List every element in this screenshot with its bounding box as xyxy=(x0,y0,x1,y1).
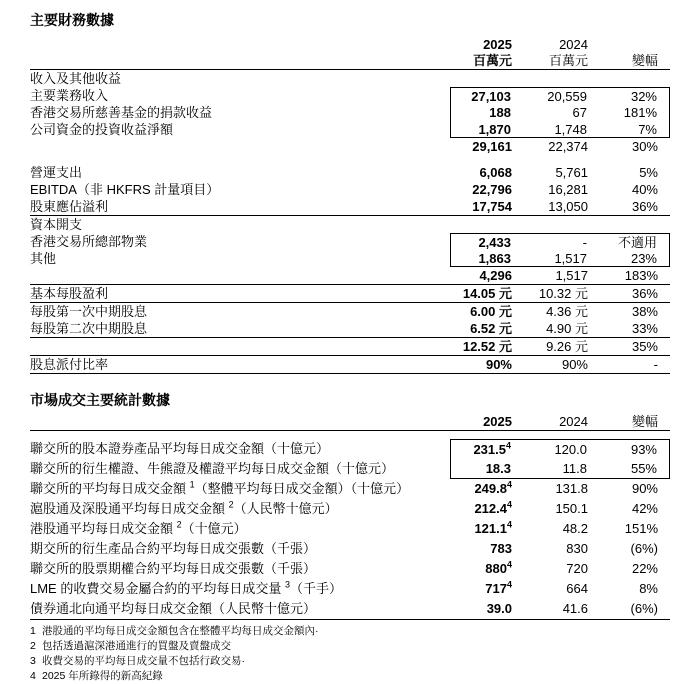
row-label: 滬股通及深股通平均每日成交金額 $^2$（人民幣十億元） xyxy=(30,499,338,516)
unit-2025-label: 百萬元 xyxy=(472,53,512,68)
section-row xyxy=(30,70,670,87)
row-label: 主要業務收入 xyxy=(30,88,109,103)
row-label: 期交所的衍生產品合約平均每日成交張數（千張） xyxy=(30,541,317,556)
row-label: 香港交易所慈善基金的捐款收益 xyxy=(30,105,213,120)
financial-table-body xyxy=(30,70,670,374)
value-2025: 18.3 xyxy=(485,461,511,476)
data-row xyxy=(30,459,670,479)
value-2025: $717^4$ xyxy=(485,579,512,596)
value-2025: 6.00 元 xyxy=(470,304,512,319)
footnote-number: 2 xyxy=(30,640,36,652)
row-values xyxy=(452,519,670,539)
value-2024: 120.0 xyxy=(554,442,587,457)
data-row xyxy=(30,539,670,559)
footnote xyxy=(30,624,670,639)
table-gap xyxy=(30,431,670,439)
row-values xyxy=(452,499,670,519)
value-change: 不適用 xyxy=(617,235,657,250)
year-2024-label: 2024 xyxy=(559,37,588,52)
header-value-columns xyxy=(452,35,670,69)
row-label: 公司資金的投資收益淨額 xyxy=(30,122,174,137)
column-header-2024 xyxy=(516,35,592,69)
row-label: 香港交易所總部物業 xyxy=(30,234,148,249)
value-2025: 6.52 元 xyxy=(470,321,512,336)
data-row xyxy=(30,121,670,138)
value-change: 181% xyxy=(623,105,657,120)
value-2024: 150.1 xyxy=(555,501,588,516)
row-label: 債券通北向通平均每日成交金額（人民幣十億元） xyxy=(30,601,317,616)
row-label: 聯交所的衍生權證、牛熊證及權證平均每日成交金額（十億元） xyxy=(30,461,395,476)
row-values xyxy=(450,459,670,479)
footnote-number: 1 xyxy=(30,625,36,637)
footnote-marker: 4 xyxy=(506,519,512,530)
data-row xyxy=(30,519,670,539)
value-2024: 20,559 xyxy=(547,89,587,104)
data-row xyxy=(30,320,670,338)
value-change: 23% xyxy=(630,251,657,266)
row-values xyxy=(452,539,670,559)
footnote-text: 2025 年所錄得的新高紀錄 xyxy=(42,670,163,682)
value-2025: 212.4$^4$ xyxy=(474,499,512,516)
value-2024: - xyxy=(582,235,587,250)
row-values xyxy=(450,104,670,121)
row-values xyxy=(452,599,670,619)
data-row xyxy=(30,356,670,374)
value-2025: 14.05 元 xyxy=(462,286,512,301)
value-2024: 10.32 元 xyxy=(538,286,588,301)
footnote-number: 4 xyxy=(30,670,36,682)
value-2025: 188 xyxy=(489,105,511,120)
data-row xyxy=(30,104,670,121)
footnotes xyxy=(30,624,670,684)
data-row xyxy=(30,338,670,356)
footnote-marker: 4 xyxy=(505,440,511,451)
value-2025: 90% xyxy=(485,357,512,372)
financial-section-title: 主要財務數據 xyxy=(30,12,114,28)
market-table-body xyxy=(30,439,670,620)
value-2025: 121.1$^4$ xyxy=(474,519,512,536)
row-label: EBITDA（非 HKFRS 計量項目） xyxy=(30,182,220,197)
data-row xyxy=(30,138,670,155)
value-2024: 664 xyxy=(566,581,588,596)
value-2024: 90% xyxy=(561,357,588,372)
financial-table-header xyxy=(30,35,670,70)
value-2024: 131.8 xyxy=(555,481,588,496)
header-value-columns xyxy=(452,413,670,430)
header-label-spacer xyxy=(30,35,452,69)
data-row xyxy=(30,499,670,519)
value-2024: 5,761 xyxy=(555,165,588,180)
value-2024: 1,748 xyxy=(554,122,587,137)
data-row xyxy=(30,267,670,285)
value-change: 36% xyxy=(631,286,658,301)
data-row xyxy=(30,233,670,250)
footnote xyxy=(30,654,670,669)
value-2024: 1,517 xyxy=(555,268,588,283)
year-2025-label: 2025 xyxy=(483,37,512,52)
value-2024: 830 xyxy=(566,541,588,556)
footnote xyxy=(30,669,670,684)
value-2024: 4.90 元 xyxy=(546,321,588,336)
change-label: 變幅 xyxy=(631,53,658,68)
value-change: (6%) xyxy=(630,601,658,616)
header-label-spacer xyxy=(30,413,452,430)
value-change: 183% xyxy=(624,268,658,283)
value-change: 30% xyxy=(631,139,658,154)
row-label xyxy=(30,338,452,355)
row-label: 聯交所的股本證券產品平均每日成交金額（十億元） xyxy=(30,441,330,456)
row-values xyxy=(450,121,670,138)
data-row xyxy=(30,87,670,104)
value-2025: 29,161 xyxy=(472,139,512,154)
footnote-marker: 4 xyxy=(506,559,512,570)
footnote-number: 3 xyxy=(30,655,36,667)
value-2024: 16,281 xyxy=(548,182,588,197)
row-values xyxy=(452,267,670,284)
row-values xyxy=(452,285,670,302)
value-change: (6%) xyxy=(630,541,658,556)
footnote-marker: 4 xyxy=(506,479,512,490)
value-change: 22% xyxy=(631,561,658,576)
data-row xyxy=(30,599,670,620)
value-change: 5% xyxy=(639,165,658,180)
value-change: 151% xyxy=(624,521,658,536)
data-row xyxy=(30,439,670,459)
data-row xyxy=(30,479,670,499)
row-label: 營運支出 xyxy=(30,165,83,180)
value-change: 36% xyxy=(631,199,658,214)
row-label: 每股第二次中期股息 xyxy=(30,321,148,336)
footnote-text: 包括透過滬深港通進行的買盤及賣盤成交 xyxy=(42,640,231,652)
market-section-title: 市場成交主要統計數據 xyxy=(30,392,170,408)
row-values xyxy=(452,320,670,337)
value-2025: 6,068 xyxy=(479,165,512,180)
value-2025: 1,870 xyxy=(478,122,511,137)
footnote-marker: 3 xyxy=(284,579,290,590)
data-row xyxy=(30,250,670,267)
row-label: 聯交所的股票期權合約平均每日成交張數（千張） xyxy=(30,561,317,576)
value-2024: 720 xyxy=(566,561,588,576)
row-values xyxy=(452,356,670,373)
value-change: 7% xyxy=(638,122,657,137)
value-2024: 41.6 xyxy=(562,601,588,616)
value-2024: 48.2 xyxy=(562,521,588,536)
row-label: 其他 xyxy=(30,251,57,266)
row-label: 收入及其他收益 xyxy=(30,71,122,86)
row-label: 股息派付比率 xyxy=(30,357,109,372)
row-label: 每股第一次中期股息 xyxy=(30,304,148,319)
value-change: 93% xyxy=(630,442,657,457)
row-label: 港股通平均每日成交金額 $^2$（十億元） xyxy=(30,519,247,536)
value-2025: 39.0 xyxy=(486,601,512,616)
value-2025: 249.8$^4$ xyxy=(474,479,512,496)
column-header-change: 變幅 xyxy=(631,414,658,429)
row-values xyxy=(452,338,670,355)
value-change: 38% xyxy=(631,304,658,319)
footnote-marker: 4 xyxy=(506,579,512,590)
footnote-marker: 4 xyxy=(506,499,512,510)
footnote-marker: 1 xyxy=(189,479,195,490)
row-values xyxy=(450,250,670,267)
column-header-change xyxy=(592,35,670,69)
value-change: - xyxy=(653,357,658,372)
footnote-text: 收費交易的平均每日成交量不包括行政交易· xyxy=(42,655,245,667)
unit-2024-label: 百萬元 xyxy=(548,53,588,68)
value-change: 42% xyxy=(631,501,658,516)
footnote-marker: 2 xyxy=(228,499,234,510)
column-header-2025 xyxy=(452,35,516,69)
value-2024: 11.8 xyxy=(562,461,587,476)
row-label xyxy=(30,138,452,155)
column-header-2025: 2025 xyxy=(483,414,512,429)
row-label xyxy=(30,267,452,284)
value-2025: $880^4$ xyxy=(485,559,512,576)
value-2024: 9.26 元 xyxy=(546,339,588,354)
section-row xyxy=(30,216,670,233)
row-label: 基本每股盈利 xyxy=(30,286,109,301)
value-2024: 13,050 xyxy=(548,199,588,214)
value-2024: 22,374 xyxy=(548,139,588,154)
value-2025: 2,433 xyxy=(478,235,511,250)
value-2025: 17,754 xyxy=(472,199,512,214)
row-values xyxy=(452,181,670,198)
row-label: 聯交所的平均每日成交金額 $^1$（整體平均每日成交金額）（十億元） xyxy=(30,479,410,496)
row-values xyxy=(450,439,670,459)
value-change: 32% xyxy=(630,89,657,104)
value-2025: 4,296 xyxy=(479,268,512,283)
market-table-header xyxy=(30,413,670,431)
data-row xyxy=(30,303,670,320)
row-values xyxy=(452,138,670,155)
value-2024: 4.36 元 xyxy=(546,304,588,319)
value-2024: 67 xyxy=(572,105,587,120)
footnote-marker: 2 xyxy=(176,519,182,530)
value-change: 55% xyxy=(630,461,657,476)
value-change: 33% xyxy=(631,321,658,336)
value-2025: 783 xyxy=(490,541,512,556)
value-2024: 1,517 xyxy=(554,251,587,266)
value-2025: 22,796 xyxy=(472,182,512,197)
data-row xyxy=(30,164,670,181)
row-label: 股東應佔溢利 xyxy=(30,199,109,214)
value-change: 8% xyxy=(639,581,658,596)
row-label: 資本開支 xyxy=(30,217,83,232)
value-2025: 27,103 xyxy=(471,89,511,104)
row-values xyxy=(452,164,670,181)
value-2025: 1,863 xyxy=(478,251,511,266)
row-values xyxy=(452,559,670,579)
row-values xyxy=(450,233,670,250)
footnote xyxy=(30,639,670,654)
data-row xyxy=(30,559,670,579)
column-header-2024: 2024 xyxy=(559,414,588,429)
row-values xyxy=(452,479,670,499)
row-values xyxy=(452,303,670,320)
footnote-text: 港股通的平均每日成交金額包含在整體平均每日成交金額內· xyxy=(42,625,319,637)
data-row xyxy=(30,181,670,198)
value-2025: 12.52 元 xyxy=(462,339,512,354)
value-change: 40% xyxy=(631,182,658,197)
data-row xyxy=(30,285,670,303)
row-values xyxy=(450,87,670,104)
row-values xyxy=(452,198,670,215)
data-row xyxy=(30,579,670,599)
row-values xyxy=(452,579,670,599)
value-change: 90% xyxy=(631,481,658,496)
value-change: 35% xyxy=(631,339,658,354)
value-2025: 231.5$^4$ xyxy=(473,440,511,457)
data-row xyxy=(30,198,670,216)
spacer-row xyxy=(30,155,670,164)
row-label: LME 的收費交易金屬合約的平均每日成交量 $^3$（千手） xyxy=(30,579,342,596)
